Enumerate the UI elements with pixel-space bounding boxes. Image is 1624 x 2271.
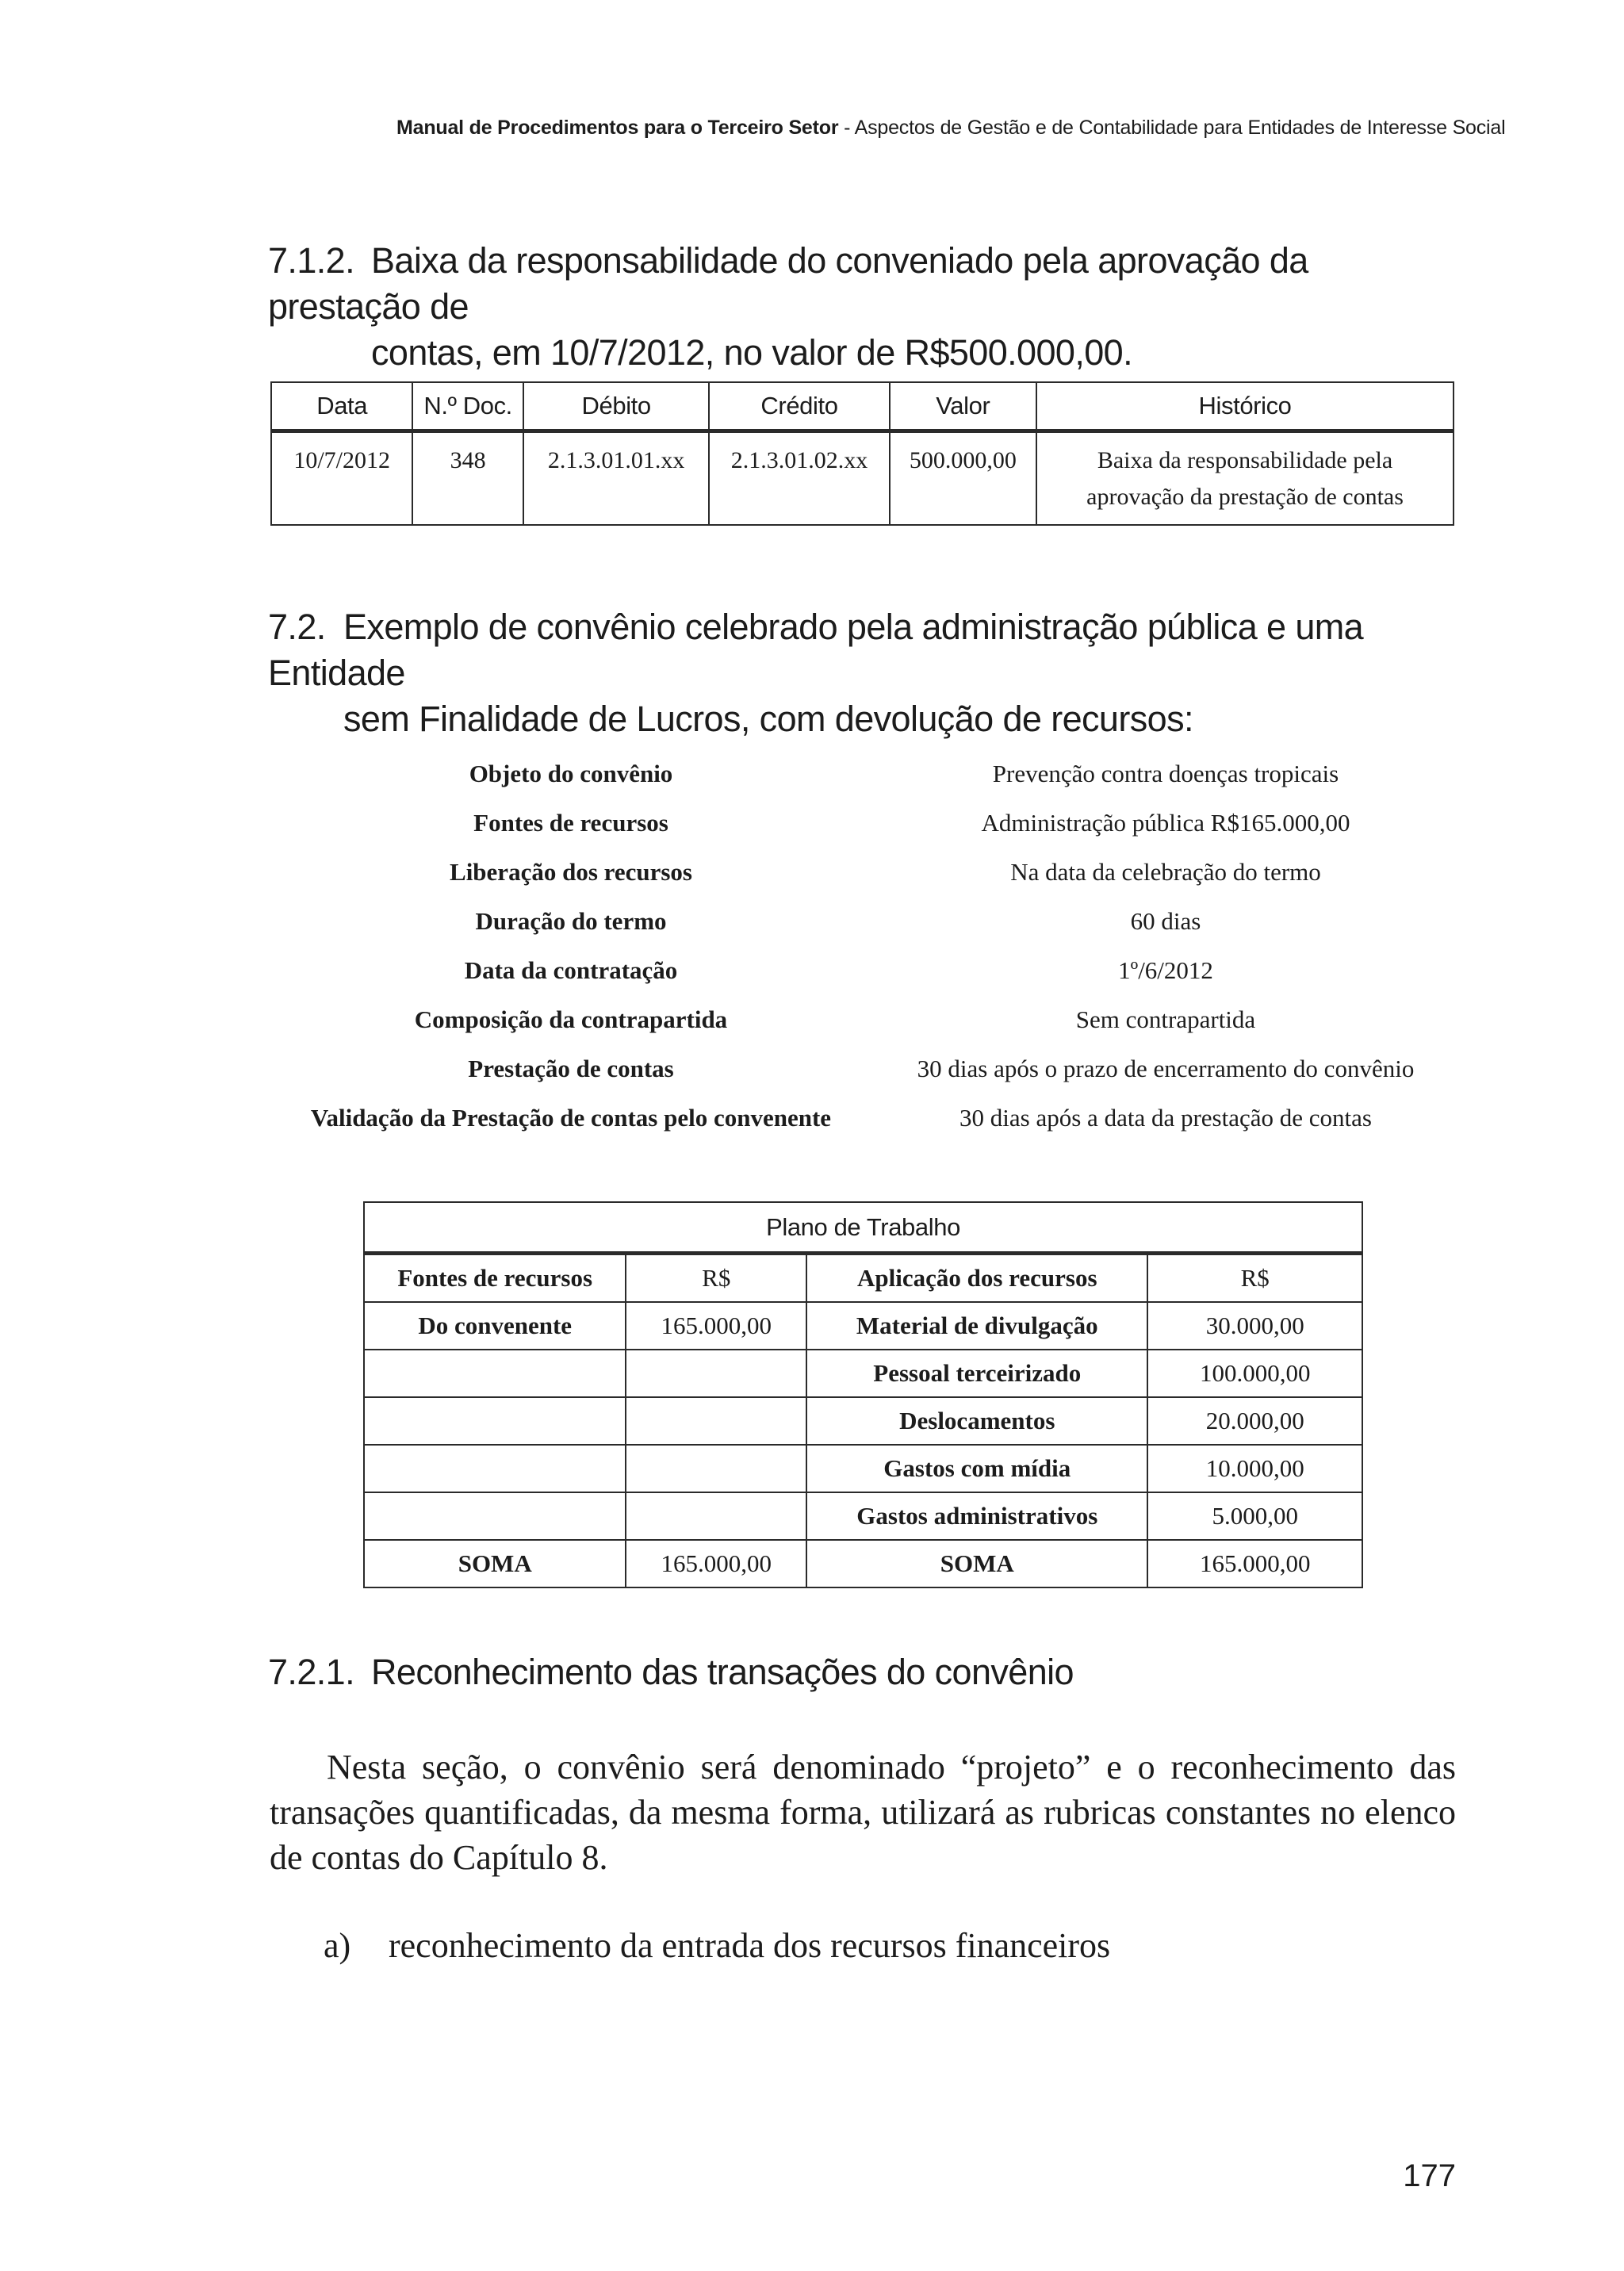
column-header: N.º Doc.: [412, 382, 523, 431]
source-cell: [364, 1445, 626, 1492]
term-row: [270, 848, 1459, 897]
source-amount-cell: [626, 1350, 806, 1397]
application-amount-cell: 30.000,00: [1147, 1302, 1362, 1350]
application-cell: Deslocamentos: [806, 1397, 1147, 1445]
cell-history: [1036, 431, 1454, 526]
term-label: Objeto do convênio: [469, 760, 673, 787]
term-row: [270, 749, 1459, 798]
term-row: [270, 946, 1459, 995]
cell-credit: 2.1.3.01.02.xx: [709, 431, 889, 526]
body-paragraph: Nesta seção, o convênio será denominado “projeto” e o reconhecimento das transações quantificadas, da mesma forma, utilizará as rubricas constantes no elenco de contas do Capítulo 8.: [270, 1748, 1456, 1877]
application-total-amount: 165.000,00: [1147, 1540, 1362, 1587]
work-plan-caption: Plano de Trabalho: [364, 1202, 1362, 1254]
term-label: Liberação dos recursos: [450, 858, 692, 886]
application-amount-cell: 100.000,00: [1147, 1350, 1362, 1397]
table-total-row: [364, 1540, 1362, 1587]
table-row: [364, 1492, 1362, 1540]
cell-date: 10/7/2012: [271, 431, 412, 526]
column-header: R$: [1147, 1254, 1362, 1303]
section-heading-712: [268, 238, 1457, 376]
section-title: Reconhecimento das transações do convênio: [371, 1652, 1074, 1692]
column-header: Crédito: [709, 382, 889, 431]
table-row: [271, 431, 1454, 526]
cell-doc-number: 348: [412, 431, 523, 526]
history-line1: Baixa da responsabilidade pela: [1097, 447, 1393, 473]
source-total-amount: 165.000,00: [626, 1540, 806, 1587]
application-total-label: SOMA: [806, 1540, 1147, 1587]
term-value: 30 dias após a data da prestação de contas: [959, 1104, 1372, 1132]
journal-entry-table: [270, 381, 1454, 526]
section-title-line2: contas, em 10/7/2012, no valor de R$500.000,00.: [371, 332, 1132, 373]
column-header: Débito: [523, 382, 709, 431]
section-heading-721: [268, 1649, 1457, 1695]
term-value: 1º/6/2012: [1118, 956, 1213, 984]
source-total-label: SOMA: [364, 1540, 626, 1587]
cell-debit: 2.1.3.01.01.xx: [523, 431, 709, 526]
source-cell: [364, 1350, 626, 1397]
table-header-row: [364, 1254, 1362, 1303]
source-amount-cell: [626, 1492, 806, 1540]
table-row: [364, 1445, 1362, 1492]
column-header: Aplicação dos recursos: [806, 1254, 1147, 1303]
table-row: [364, 1302, 1362, 1350]
term-value: 30 dias após o prazo de encerramento do convênio: [917, 1055, 1415, 1082]
source-amount-cell: [626, 1445, 806, 1492]
term-label: Fontes de recursos: [473, 809, 668, 837]
list-item-text: reconhecimento da entrada dos recursos financeiros: [389, 1926, 1111, 1965]
agreement-terms-list: [270, 749, 1459, 1143]
term-label: Prestação de contas: [468, 1055, 674, 1082]
application-cell: Material de divulgação: [806, 1302, 1147, 1350]
section-title-line1: Exemplo de convênio celebrado pela administração pública e uma Entidade: [268, 607, 1364, 693]
application-cell: Gastos com mídia: [806, 1445, 1147, 1492]
term-row: [270, 1044, 1459, 1093]
column-header: Data: [271, 382, 412, 431]
column-header: Fontes de recursos: [364, 1254, 626, 1303]
term-label: Duração do termo: [475, 907, 667, 935]
list-item: [324, 1925, 1110, 1966]
source-cell: [364, 1492, 626, 1540]
section-number: 7.1.2.: [268, 240, 354, 281]
term-row: [270, 1093, 1459, 1143]
application-amount-cell: 20.000,00: [1147, 1397, 1362, 1445]
table-row: [364, 1397, 1362, 1445]
section-number: 7.2.1.: [268, 1652, 354, 1692]
term-row: [270, 897, 1459, 946]
list-marker: a): [324, 1926, 351, 1965]
running-header-subtitle: - Aspectos de Gestão e de Contabilidade para Entidades de Interesse Social: [838, 117, 1506, 139]
section-heading-72: [268, 604, 1457, 742]
source-amount-cell: [626, 1397, 806, 1445]
application-cell: Gastos administrativos: [806, 1492, 1147, 1540]
table-caption-row: [364, 1202, 1362, 1254]
column-header: R$: [626, 1254, 806, 1303]
column-header: Histórico: [1036, 382, 1454, 431]
application-amount-cell: 5.000,00: [1147, 1492, 1362, 1540]
application-cell: Pessoal terceirizado: [806, 1350, 1147, 1397]
cell-value: 500.000,00: [890, 431, 1036, 526]
running-header: [396, 117, 1506, 140]
term-value: Na data da celebração do termo: [1010, 858, 1321, 886]
term-label: Composição da contrapartida: [414, 1005, 728, 1033]
term-value: 60 dias: [1130, 907, 1201, 935]
term-label: Validação da Prestação de contas pelo convenente: [310, 1104, 832, 1132]
page-number: 177: [1403, 2158, 1456, 2193]
history-line2: aprovação da prestação de contas: [1086, 484, 1404, 510]
application-amount-cell: 10.000,00: [1147, 1445, 1362, 1492]
source-amount-cell: 165.000,00: [626, 1302, 806, 1350]
term-row: [270, 995, 1459, 1044]
source-cell: Do convenente: [364, 1302, 626, 1350]
term-value: Administração pública R$165.000,00: [981, 809, 1350, 837]
column-header: Valor: [890, 382, 1036, 431]
table-row: [364, 1350, 1362, 1397]
term-value: Prevenção contra doenças tropicais: [992, 760, 1339, 787]
term-label: Data da contratação: [464, 956, 678, 984]
table-header-row: [271, 382, 1454, 431]
term-value: Sem contrapartida: [1075, 1005, 1256, 1033]
running-header-title: Manual de Procedimentos para o Terceiro Setor: [396, 117, 839, 139]
section-title-line2: sem Finalidade de Lucros, com devolução de recursos:: [343, 699, 1193, 739]
source-cell: [364, 1397, 626, 1445]
section-title-line1: Baixa da responsabilidade do conveniado pela aprovação da prestação de: [268, 240, 1308, 327]
section-number: 7.2.: [268, 607, 326, 647]
term-row: [270, 798, 1459, 848]
work-plan-table: [363, 1201, 1363, 1588]
